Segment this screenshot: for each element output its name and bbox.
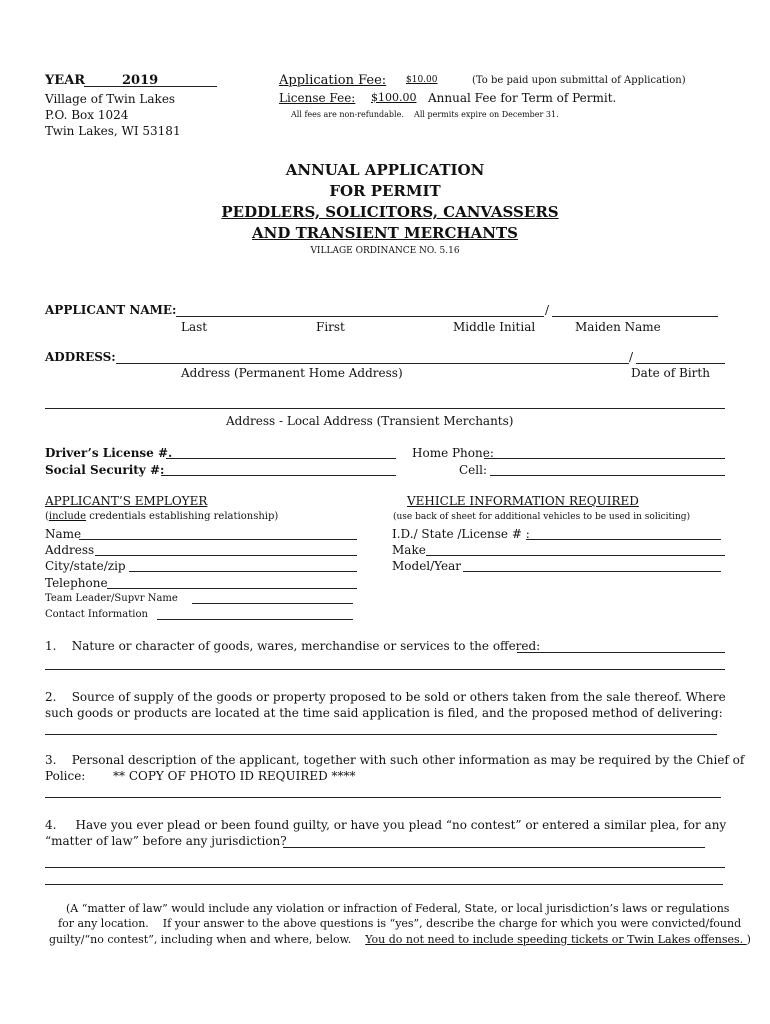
maiden-name-field[interactable] [552,316,718,317]
dob-label: Date of Birth [631,366,710,380]
applicant-name-field[interactable] [176,316,544,317]
fees-note: All fees are non-refundable. All permits expire on December 31. [291,110,559,119]
first-label: First [316,320,345,334]
question-4-line-1: 4. Have you ever plead or been found guilty, or have you plead “no contest” or entered a similar plea, for any [45,818,727,832]
footnote-line-1: (A “matter of law” would include any violation or infraction of Federal, State, or local jurisdiction’s laws or regulations [66,902,730,915]
employer-name-label: Name [45,527,82,541]
contact-info-field[interactable] [157,619,353,620]
employer-heading: APPLICANT’S EMPLOYER [45,494,208,508]
employer-city-label: City/state/zip [45,559,126,573]
application-fee-note: (To be paid upon submittal of Application) [472,75,686,86]
employer-city-field[interactable] [129,571,357,572]
employer-note-rest: credentials establishing relationship) [86,511,279,522]
footnote-line-3-a: guilty/“no contest”, including when and where, below. [49,933,366,946]
license-fee-label: License Fee: [279,91,356,105]
year-label: YEAR [45,73,86,88]
vehicle-make-field[interactable] [426,555,725,556]
footnote-exclusion: You do not need to include speeding tickets or Twin Lakes offenses. [365,933,747,946]
last-label: Last [181,320,208,334]
title-line-1: ANNUAL APPLICATION [285,161,485,179]
question-2-field[interactable] [45,734,717,735]
license-fee-note: Annual Fee for Term of Permit. [428,91,617,105]
question-3-police: Police: [45,769,86,783]
employer-note-include: include [48,511,87,522]
vehicle-make-label: Make [392,543,426,557]
question-4-field[interactable] [283,847,705,848]
cell-field[interactable] [490,475,725,476]
cell-label: Cell: [459,463,488,477]
vehicle-heading: VEHICLE INFORMATION REQUIRED [407,494,639,508]
year-value[interactable]: 2019 [122,73,159,88]
employer-note: (include credentials establishing relationship) [45,511,279,522]
drivers-license-label: Driver’s License #. [45,446,173,460]
question-1-field[interactable] [517,652,725,653]
po-box: P.O. Box 1024 [45,108,129,122]
vehicle-model-label: Model/Year [392,559,462,573]
vehicle-id-field[interactable] [526,539,721,540]
drivers-license-field[interactable] [166,458,396,459]
title-line-4: AND TRANSIENT MERCHANTS [252,224,518,242]
title-line-2: FOR PERMIT [329,182,441,200]
employer-telephone-label: Telephone [45,576,108,590]
application-fee-label: Application Fee: [279,73,387,88]
address-field[interactable] [116,363,629,364]
question-4-field-3[interactable] [45,884,723,885]
dob-field[interactable] [636,363,725,364]
employer-name-field[interactable] [79,539,357,540]
address-label: ADDRESS: [45,350,116,364]
village-name: Village of Twin Lakes [45,92,176,106]
vehicle-model-field[interactable] [463,571,721,572]
local-address-field[interactable] [45,408,725,409]
city-state-zip: Twin Lakes, WI 53181 [45,124,181,138]
home-phone-label: Home Phone: [412,446,494,460]
employer-telephone-field[interactable] [107,588,357,589]
home-phone-field[interactable] [484,458,725,459]
question-3-line-1: 3. Personal description of the applicant, together with such other information as may be required by the Chief of [45,753,745,767]
employer-address-field[interactable] [95,555,357,556]
question-4-field-2[interactable] [45,867,725,868]
local-address-label: Address - Local Address (Transient Merchants) [226,414,514,428]
footnote-line-3 [49,933,751,946]
question-1: 1. Nature or character of goods, wares, merchandise or services to the offered: [45,639,541,653]
team-leader-label: Team Leader/Supvr Name [45,593,178,604]
ssn-label: Social Security #: [45,463,165,477]
team-leader-field[interactable] [192,603,353,604]
ssn-field[interactable] [161,475,396,476]
name-separator: / [545,303,550,317]
title-line-3: PEDDLERS, SOLICITORS, CANVASSERS [221,203,559,221]
ordinance: VILLAGE ORDINANCE NO. 5.16 [310,246,460,256]
address-separator: / [629,350,634,364]
applicant-name-label: APPLICANT NAME: [45,303,177,317]
application-fee-value: $10.00 [406,75,438,85]
question-2-line-1: 2. Source of supply of the goods or property proposed to be sold or others taken from the sale thereof. Where [45,690,726,704]
maiden-name-label: Maiden Name [575,320,661,334]
license-fee-value: $100.00 [371,91,417,104]
question-2-line-2: such goods or products are located at the time said application is filed, and the proposed method of delivering: [45,706,723,720]
footnote-close-paren: ) [746,933,751,946]
vehicle-id-label: I.D./ State /License # : [392,527,530,541]
contact-info-label: Contact Information [45,609,148,620]
vehicle-note: (use back of sheet for additional vehicles to be used in soliciting) [393,512,691,522]
middle-initial-label: Middle Initial [453,320,536,334]
permanent-address-label: Address (Permanent Home Address) [181,366,403,380]
question-3-field[interactable] [45,797,721,798]
question-4-line-2: “matter of law” before any jurisdiction? [45,834,287,848]
photo-id-required: ** COPY OF PHOTO ID REQUIRED **** [113,769,356,783]
employer-address-label: Address [45,543,95,557]
question-1-field-2[interactable] [45,669,725,670]
footnote-line-2: for any location. If your answer to the above questions is “yes”, describe the charge for which you were convicted/found [58,917,742,930]
